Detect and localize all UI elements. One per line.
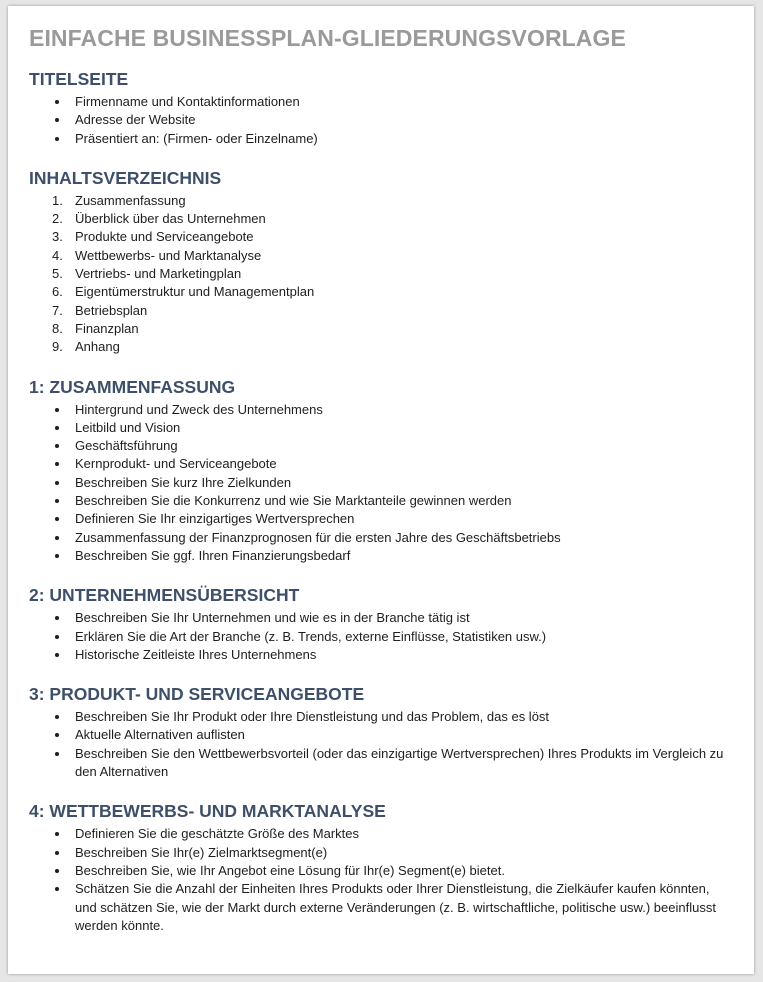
list-item-text: Eigentümerstruktur und Managementplan: [75, 284, 315, 300]
section-titelseite: [29, 68, 729, 148]
list-item: Adresse der Website: [29, 111, 729, 129]
bullet-list: [29, 401, 729, 566]
list-item: [29, 283, 729, 301]
list-item: Leitbild und Vision: [29, 419, 729, 437]
document-content: [29, 24, 729, 954]
list-item-text: Produkte und Serviceangebote: [75, 229, 254, 245]
section-heading: INHALTSVERZEICHNIS: [29, 167, 222, 188]
list-item: Erklären Sie die Art der Branche (z. B. Trends, externe Einflüsse, Statistiken usw.): [29, 628, 729, 646]
list-item-text: Finanzplan: [75, 320, 139, 336]
list-item: [29, 210, 729, 228]
list-item: Firmenname und Kontaktinformationen: [29, 93, 729, 111]
list-item: Definieren Sie Ihr einzigartiges Wertversprechen: [29, 510, 729, 528]
list-item-text: Anhang: [75, 339, 120, 355]
list-item: Beschreiben Sie Ihr(e) Zielmarktsegment(e): [29, 844, 729, 862]
section-heading: 3: PRODUKT- UND SERVICEANGEBOTE: [29, 684, 365, 705]
list-item: Beschreiben Sie ggf. Ihren Finanzierungsbedarf: [29, 547, 729, 565]
list-number: 4.: [52, 247, 63, 263]
list-item: Geschäftsführung: [29, 437, 729, 455]
list-item: Definieren Sie die geschätzte Größe des Marktes: [29, 825, 729, 843]
list-item: Beschreiben Sie Ihr Unternehmen und wie es in der Branche tätig ist: [29, 609, 729, 627]
list-number: 9.: [52, 339, 63, 355]
list-item: Kernprodukt- und Serviceangebote: [29, 455, 729, 473]
bullet-list: [29, 93, 729, 148]
list-number: 1.: [52, 192, 63, 208]
list-number: 7.: [52, 302, 63, 318]
list-item: [29, 247, 729, 265]
section-unternehmensuebersicht: [29, 584, 729, 664]
list-number: 6.: [52, 284, 63, 300]
list-number: 3.: [52, 229, 63, 245]
list-item: Beschreiben Sie kurz Ihre Zielkunden: [29, 474, 729, 492]
bullet-list: [29, 609, 729, 664]
section-inhaltsverzeichnis: [29, 167, 729, 357]
document-page: [8, 6, 754, 974]
list-number: 5.: [52, 266, 63, 282]
list-item: [29, 338, 729, 356]
section-produkt-serviceangebote: [29, 683, 729, 781]
list-item: Hintergrund und Zweck des Unternehmens: [29, 401, 729, 419]
section-heading: 1: ZUSAMMENFASSUNG: [29, 376, 236, 397]
list-item: Präsentiert an: (Firmen- oder Einzelname): [29, 130, 729, 148]
list-item: Historische Zeitleiste Ihres Unternehmens: [29, 646, 729, 664]
section-heading: 4: WETTBEWERBS- UND MARKTANALYSE: [29, 801, 386, 822]
list-item-text: Zusammenfassung: [75, 192, 186, 208]
bullet-list: [29, 825, 729, 935]
list-item: [29, 320, 729, 338]
list-item: [29, 302, 729, 320]
list-item-text: Überblick über das Unternehmen: [75, 211, 266, 227]
list-number: 8.: [52, 320, 63, 336]
list-item-text: Wettbewerbs- und Marktanalyse: [75, 247, 262, 263]
list-item-text: Vertriebs- und Marketingplan: [75, 266, 242, 282]
list-item: Beschreiben Sie die Konkurrenz und wie Sie Marktanteile gewinnen werden: [29, 492, 729, 510]
section-heading: TITELSEITE: [29, 69, 129, 89]
list-item: [29, 228, 729, 246]
list-item: Beschreiben Sie den Wettbewerbsvorteil (oder das einzigartige Wertversprechen) Ihres Produkts im Vergleich zu den Alternativen: [29, 745, 729, 782]
list-item-text: Betriebsplan: [75, 302, 148, 318]
list-item: [29, 192, 729, 210]
section-zusammenfassung: [29, 376, 729, 566]
list-item: Aktuelle Alternativen auflisten: [29, 726, 729, 744]
section-heading: 2: UNTERNEHMENSÜBERSICHT: [29, 585, 300, 606]
list-number: 2.: [52, 211, 63, 227]
list-item: Beschreiben Sie Ihr Produkt oder Ihre Dienstleistung und das Problem, das es löst: [29, 708, 729, 726]
list-item: [29, 265, 729, 283]
numbered-list: [29, 192, 729, 357]
list-item: Schätzen Sie die Anzahl der Einheiten Ihres Produkts oder Ihrer Dienstleistung, die Zielkäufer kaufen könnten, und schätzen Sie, wie der Markt durch externe Veränderungen (z. B. wirtschaftliche, politische usw.) beeinflusst werden könnte.: [29, 880, 729, 935]
document-title: EINFACHE BUSINESSPLAN-GLIEDERUNGSVORLAGE: [29, 25, 626, 51]
list-item: Zusammenfassung der Finanzprognosen für die ersten Jahre des Geschäftsbetriebs: [29, 529, 729, 547]
section-wettbewerbs-marktanalyse: [29, 800, 729, 935]
list-item: Beschreiben Sie, wie Ihr Angebot eine Lösung für Ihr(e) Segment(e) bietet.: [29, 862, 729, 880]
bullet-list: [29, 708, 729, 781]
